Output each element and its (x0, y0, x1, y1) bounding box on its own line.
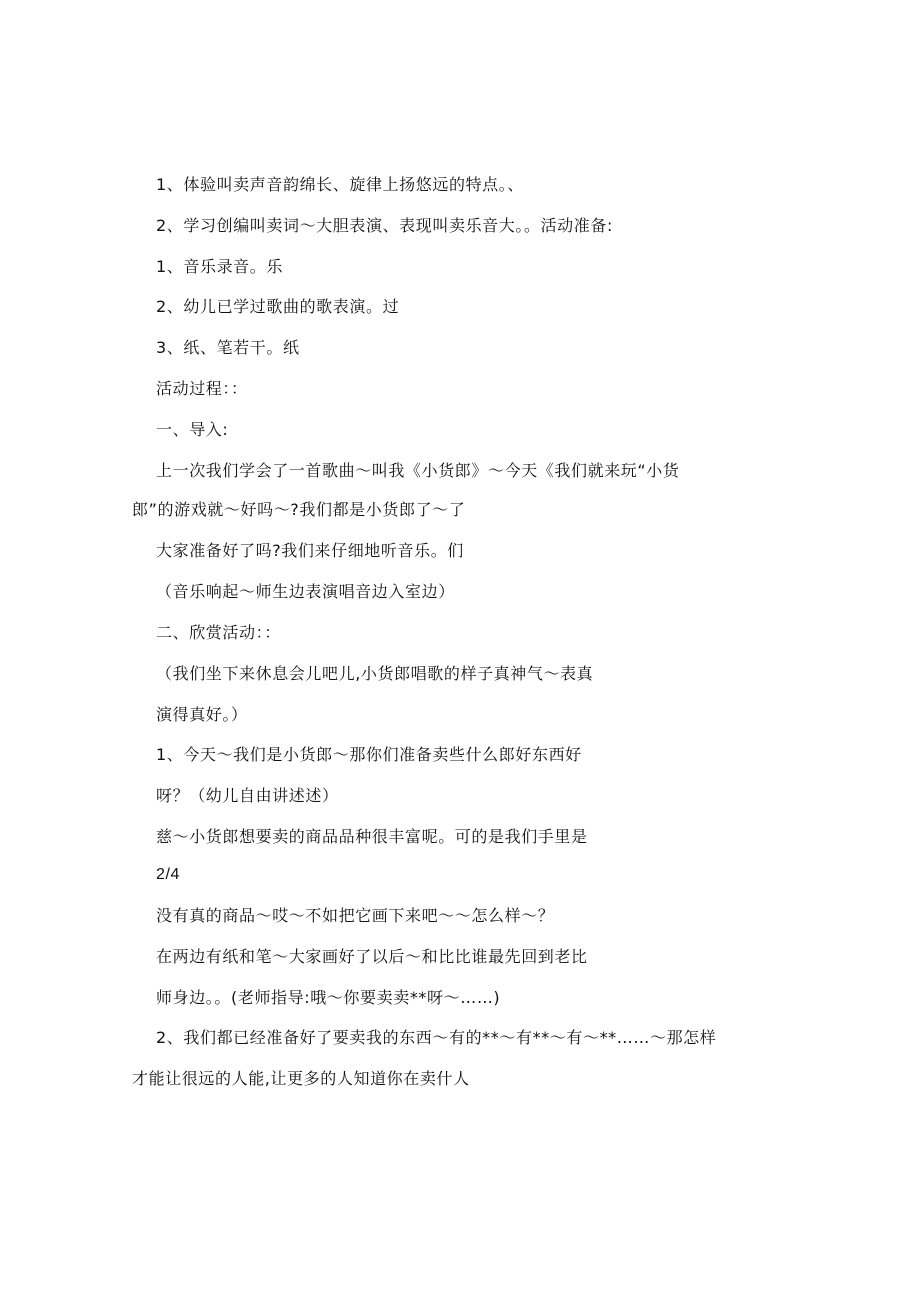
text-line: 才能让很远的人能,让更多的人知道你在卖什人 (132, 1069, 470, 1088)
text-line: 慈～小货郎想要卖的商品品种很丰富呢。可的是我们手里是 (156, 827, 588, 846)
text-line: 2、幼儿已学过歌曲的歌表演。过 (156, 297, 400, 316)
text-line: 上一次我们学会了一首歌曲～叫我《小货郎》～今天《我们就来玩“小货 (156, 461, 680, 480)
section-heading: 一、导入: (156, 420, 229, 439)
section-heading: 二、欣赏活动：： (156, 623, 281, 642)
text-line: 呀？（幼儿自由讲述述） (156, 786, 339, 805)
text-line: （我们坐下来休息会儿吧儿,小货郎唱歌的样子真神气～表真 (156, 664, 594, 683)
text-line: 1、今天～我们是小货郎～那你们准备卖些什么郎好东西好 (156, 745, 582, 764)
text-line: 2、学习创编叫卖词～大胆表演、表现叫卖乐音大。。活动准备: (156, 216, 613, 235)
section-heading: 活动过程：： (156, 379, 248, 398)
text-line: 在两边有纸和笔～大家画好了以后～和比比谁最先回到老比 (156, 947, 588, 966)
text-line: 郎”的游戏就～好吗～?我们都是小货郎了～了 (132, 500, 466, 519)
text-line: 1、体验叫卖声音韵绵长、旋律上扬悠远的特点。、 (156, 175, 524, 194)
text-line: 大家准备好了吗?我们来仔细地听音乐。们 (156, 541, 464, 560)
text-line: 演得真好。） (156, 705, 248, 724)
page-number: 2/4 (156, 866, 181, 883)
text-line: 1、音乐录音。乐 (156, 257, 283, 276)
text-line: （音乐响起～师生边表演唱音边入室边） (156, 582, 455, 601)
text-line: 没有真的商品～哎～不如把它画下来吧～～怎么样～？ (156, 906, 555, 925)
text-line: 师身边。。(老师指导:哦～你要卖卖**呀～……) (156, 988, 501, 1007)
text-line: 2、我们都已经准备好了要卖我的东西～有的**～有**～有～**……～那怎样 (156, 1028, 717, 1047)
text-line: 3、纸、笔若干。纸 (156, 338, 300, 357)
